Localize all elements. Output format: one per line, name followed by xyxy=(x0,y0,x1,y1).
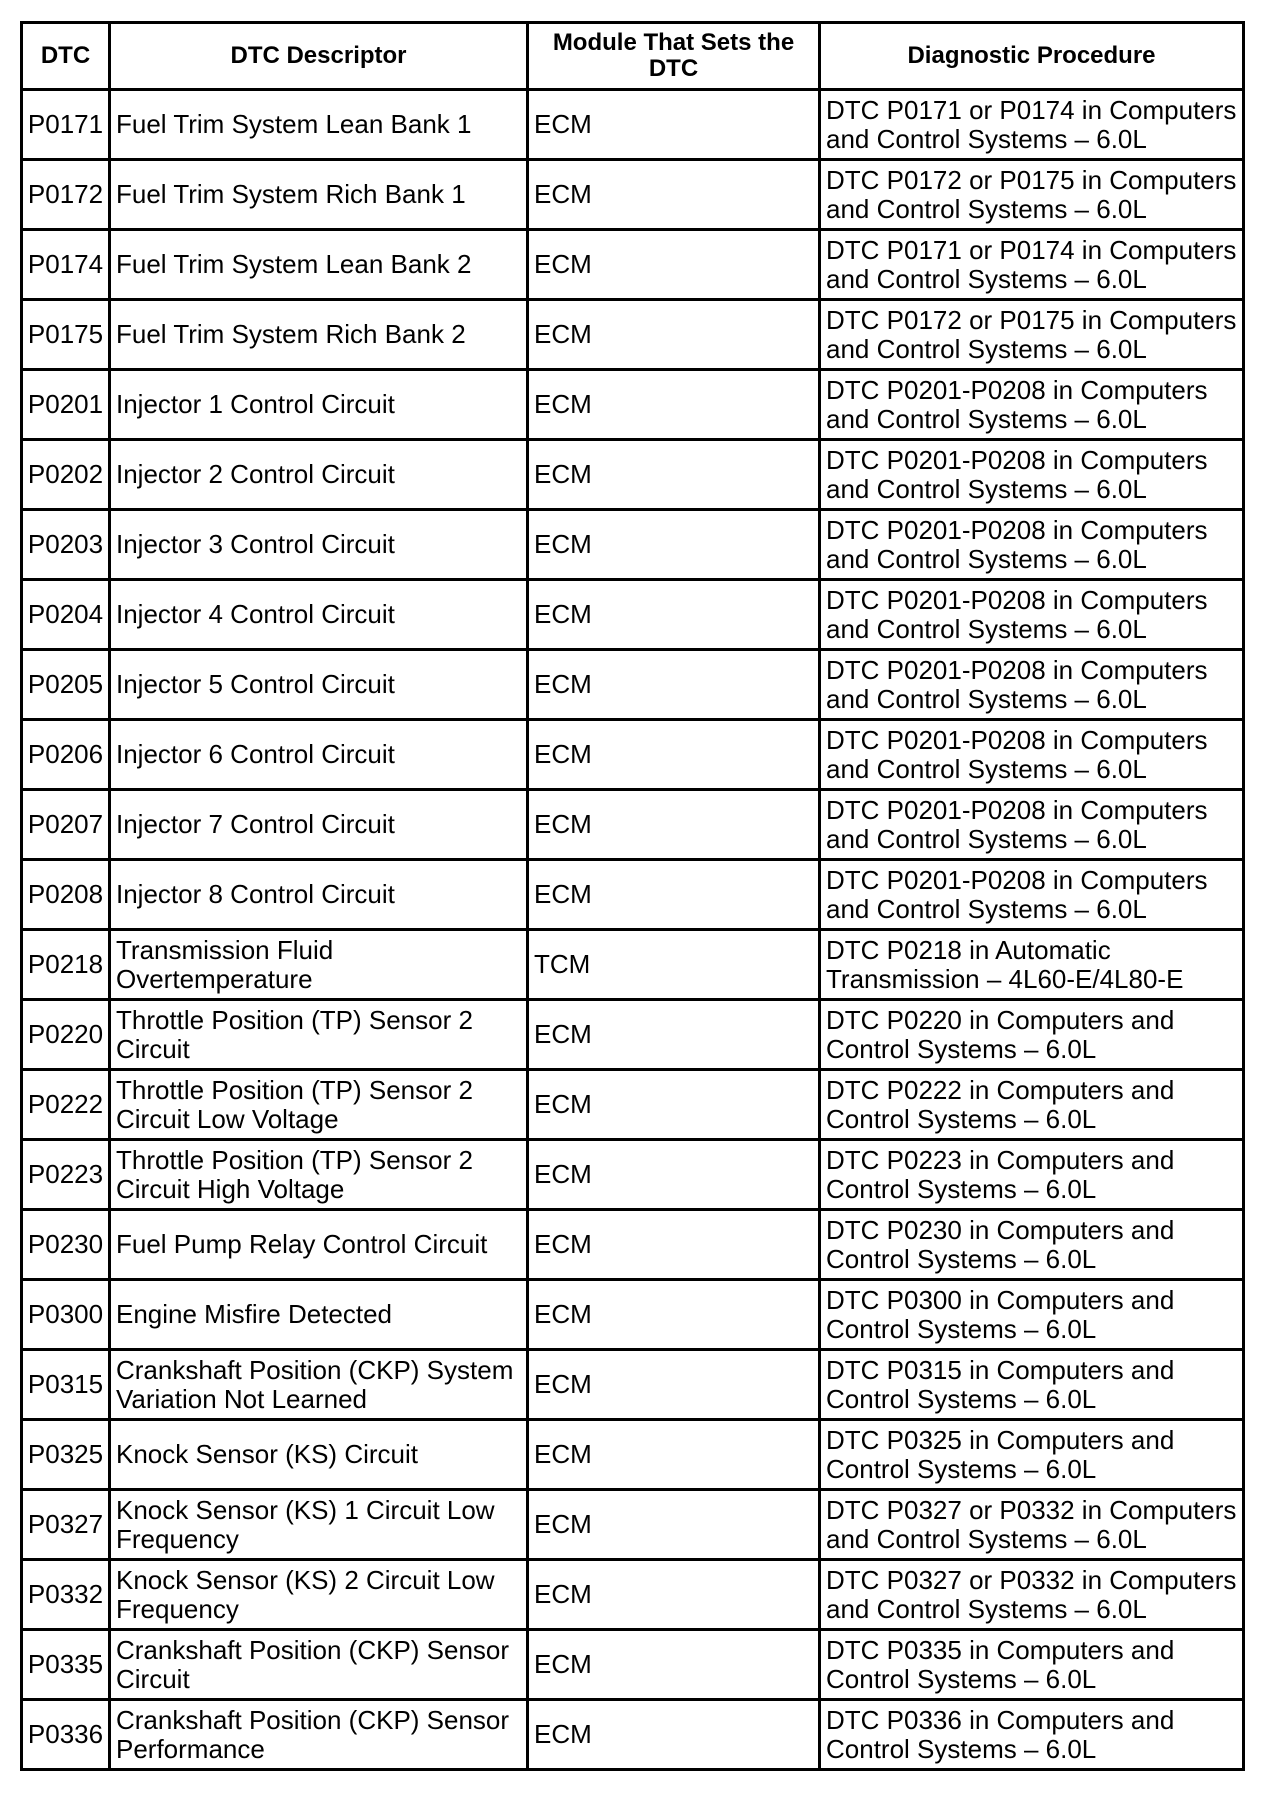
module-cell: ECM xyxy=(528,440,820,510)
diagnostic-procedure-cell: DTC P0201-P0208 in Computers and Control Systems – 6.0L xyxy=(820,440,1244,510)
dtc-code-cell: P0332 xyxy=(22,1560,110,1630)
module-cell: ECM xyxy=(528,300,820,370)
dtc-code-cell: P0327 xyxy=(22,1490,110,1560)
dtc-code-cell: P0336 xyxy=(22,1700,110,1770)
diagnostic-procedure-cell: DTC P0325 in Computers and Control Systems – 6.0L xyxy=(820,1420,1244,1490)
dtc-descriptor-cell: Injector 6 Control Circuit xyxy=(110,720,528,790)
table-row xyxy=(22,300,1244,370)
diagnostic-procedure-cell: DTC P0171 or P0174 in Computers and Control Systems – 6.0L xyxy=(820,230,1244,300)
dtc-code-cell: P0325 xyxy=(22,1420,110,1490)
diagnostic-procedure-cell: DTC P0201-P0208 in Computers and Control Systems – 6.0L xyxy=(820,510,1244,580)
diagnostic-procedure-cell: DTC P0315 in Computers and Control Systems – 6.0L xyxy=(820,1350,1244,1420)
dtc-code-cell: P0218 xyxy=(22,930,110,1000)
dtc-code-cell: P0222 xyxy=(22,1070,110,1140)
module-cell: TCM xyxy=(528,930,820,1000)
module-cell: ECM xyxy=(528,860,820,930)
table-row xyxy=(22,720,1244,790)
table-row xyxy=(22,1210,1244,1280)
module-cell: ECM xyxy=(528,160,820,230)
header-dtc-descriptor: DTC Descriptor xyxy=(110,23,528,90)
module-cell: ECM xyxy=(528,1000,820,1070)
dtc-code-cell: P0223 xyxy=(22,1140,110,1210)
dtc-code-cell: P0203 xyxy=(22,510,110,580)
module-cell: ECM xyxy=(528,510,820,580)
module-cell: ECM xyxy=(528,1140,820,1210)
dtc-code-cell: P0174 xyxy=(22,230,110,300)
dtc-descriptor-cell: Fuel Trim System Lean Bank 2 xyxy=(110,230,528,300)
dtc-descriptor-cell: Crankshaft Position (CKP) Sensor Circuit xyxy=(110,1630,528,1700)
dtc-code-cell: P0300 xyxy=(22,1280,110,1350)
table-row xyxy=(22,440,1244,510)
diagnostic-procedure-cell: DTC P0201-P0208 in Computers and Control Systems – 6.0L xyxy=(820,790,1244,860)
diagnostic-procedure-cell: DTC P0201-P0208 in Computers and Control Systems – 6.0L xyxy=(820,860,1244,930)
module-cell: ECM xyxy=(528,1280,820,1350)
table-row xyxy=(22,1280,1244,1350)
diagnostic-procedure-cell: DTC P0335 in Computers and Control Systems – 6.0L xyxy=(820,1630,1244,1700)
diagnostic-procedure-cell: DTC P0336 in Computers and Control Systems – 6.0L xyxy=(820,1700,1244,1770)
dtc-code-cell: P0204 xyxy=(22,580,110,650)
table-row xyxy=(22,930,1244,1000)
diagnostic-procedure-cell: DTC P0327 or P0332 in Computers and Control Systems – 6.0L xyxy=(820,1490,1244,1560)
dtc-code-cell: P0220 xyxy=(22,1000,110,1070)
diagnostic-procedure-cell: DTC P0300 in Computers and Control Systems – 6.0L xyxy=(820,1280,1244,1350)
dtc-descriptor-cell: Crankshaft Position (CKP) Sensor Performance xyxy=(110,1700,528,1770)
dtc-descriptor-cell: Fuel Trim System Rich Bank 1 xyxy=(110,160,528,230)
table-row xyxy=(22,860,1244,930)
table-row xyxy=(22,1560,1244,1630)
dtc-descriptor-cell: Injector 7 Control Circuit xyxy=(110,790,528,860)
dtc-descriptor-cell: Injector 2 Control Circuit xyxy=(110,440,528,510)
diagnostic-procedure-cell: DTC P0201-P0208 in Computers and Control Systems – 6.0L xyxy=(820,720,1244,790)
diagnostic-procedure-cell: DTC P0201-P0208 in Computers and Control Systems – 6.0L xyxy=(820,370,1244,440)
table-header-row xyxy=(22,23,1244,90)
diagnostic-procedure-cell: DTC P0172 or P0175 in Computers and Control Systems – 6.0L xyxy=(820,160,1244,230)
table-row xyxy=(22,1420,1244,1490)
table-row xyxy=(22,1350,1244,1420)
dtc-code-cell: P0205 xyxy=(22,650,110,720)
table-row xyxy=(22,1000,1244,1070)
diagnostic-procedure-cell: DTC P0171 or P0174 in Computers and Control Systems – 6.0L xyxy=(820,90,1244,160)
table-row xyxy=(22,580,1244,650)
module-cell: ECM xyxy=(528,1070,820,1140)
module-cell: ECM xyxy=(528,1420,820,1490)
module-cell: ECM xyxy=(528,90,820,160)
dtc-descriptor-cell: Fuel Pump Relay Control Circuit xyxy=(110,1210,528,1280)
diagnostic-procedure-cell: DTC P0201-P0208 in Computers and Control Systems – 6.0L xyxy=(820,650,1244,720)
dtc-descriptor-cell: Fuel Trim System Lean Bank 1 xyxy=(110,90,528,160)
dtc-code-cell: P0171 xyxy=(22,90,110,160)
dtc-code-cell: P0172 xyxy=(22,160,110,230)
dtc-descriptor-cell: Injector 3 Control Circuit xyxy=(110,510,528,580)
dtc-descriptor-cell: Knock Sensor (KS) Circuit xyxy=(110,1420,528,1490)
module-cell: ECM xyxy=(528,650,820,720)
diagnostic-procedure-cell: DTC P0172 or P0175 in Computers and Control Systems – 6.0L xyxy=(820,300,1244,370)
diagnostic-procedure-cell: DTC P0223 in Computers and Control Systems – 6.0L xyxy=(820,1140,1244,1210)
dtc-code-cell: P0207 xyxy=(22,790,110,860)
dtc-table xyxy=(20,21,1245,1771)
table-row xyxy=(22,790,1244,860)
table-row xyxy=(22,1490,1244,1560)
dtc-code-cell: P0175 xyxy=(22,300,110,370)
module-cell: ECM xyxy=(528,1490,820,1560)
dtc-descriptor-cell: Crankshaft Position (CKP) System Variation Not Learned xyxy=(110,1350,528,1420)
table-row xyxy=(22,1700,1244,1770)
diagnostic-procedure-cell: DTC P0220 in Computers and Control Systems – 6.0L xyxy=(820,1000,1244,1070)
diagnostic-procedure-cell: DTC P0230 in Computers and Control Systems – 6.0L xyxy=(820,1210,1244,1280)
header-diagnostic-procedure: Diagnostic Procedure xyxy=(820,23,1244,90)
table-row xyxy=(22,510,1244,580)
table-body xyxy=(22,90,1244,1770)
dtc-code-cell: P0202 xyxy=(22,440,110,510)
table-row xyxy=(22,650,1244,720)
table-row xyxy=(22,370,1244,440)
module-cell: ECM xyxy=(528,1700,820,1770)
diagnostic-procedure-cell: DTC P0218 in Automatic Transmission – 4L60-E/4L80-E xyxy=(820,930,1244,1000)
table-row xyxy=(22,230,1244,300)
diagnostic-procedure-cell: DTC P0222 in Computers and Control Systems – 6.0L xyxy=(820,1070,1244,1140)
dtc-descriptor-cell: Knock Sensor (KS) 2 Circuit Low Frequency xyxy=(110,1560,528,1630)
diagnostic-procedure-cell: DTC P0327 or P0332 in Computers and Control Systems – 6.0L xyxy=(820,1560,1244,1630)
dtc-code-cell: P0335 xyxy=(22,1630,110,1700)
module-cell: ECM xyxy=(528,230,820,300)
table-row xyxy=(22,1070,1244,1140)
module-cell: ECM xyxy=(528,790,820,860)
table-row xyxy=(22,1140,1244,1210)
module-cell: ECM xyxy=(528,720,820,790)
dtc-descriptor-cell: Transmission Fluid Overtemperature xyxy=(110,930,528,1000)
dtc-code-cell: P0208 xyxy=(22,860,110,930)
dtc-descriptor-cell: Throttle Position (TP) Sensor 2 Circuit Low Voltage xyxy=(110,1070,528,1140)
module-cell: ECM xyxy=(528,1560,820,1630)
module-cell: ECM xyxy=(528,580,820,650)
header-module: Module That Sets the DTC xyxy=(528,23,820,90)
dtc-code-cell: P0230 xyxy=(22,1210,110,1280)
diagnostic-procedure-cell: DTC P0201-P0208 in Computers and Control Systems – 6.0L xyxy=(820,580,1244,650)
dtc-descriptor-cell: Throttle Position (TP) Sensor 2 Circuit xyxy=(110,1000,528,1070)
table-row xyxy=(22,160,1244,230)
table-row xyxy=(22,90,1244,160)
dtc-code-cell: P0206 xyxy=(22,720,110,790)
dtc-descriptor-cell: Fuel Trim System Rich Bank 2 xyxy=(110,300,528,370)
dtc-code-cell: P0201 xyxy=(22,370,110,440)
dtc-descriptor-cell: Engine Misfire Detected xyxy=(110,1280,528,1350)
module-cell: ECM xyxy=(528,1350,820,1420)
dtc-descriptor-cell: Injector 5 Control Circuit xyxy=(110,650,528,720)
header-dtc: DTC xyxy=(22,23,110,90)
table-row xyxy=(22,1630,1244,1700)
dtc-descriptor-cell: Injector 1 Control Circuit xyxy=(110,370,528,440)
dtc-descriptor-cell: Throttle Position (TP) Sensor 2 Circuit High Voltage xyxy=(110,1140,528,1210)
module-cell: ECM xyxy=(528,1630,820,1700)
module-cell: ECM xyxy=(528,370,820,440)
dtc-code-cell: P0315 xyxy=(22,1350,110,1420)
dtc-descriptor-cell: Injector 4 Control Circuit xyxy=(110,580,528,650)
module-cell: ECM xyxy=(528,1210,820,1280)
dtc-descriptor-cell: Knock Sensor (KS) 1 Circuit Low Frequency xyxy=(110,1490,528,1560)
dtc-descriptor-cell: Injector 8 Control Circuit xyxy=(110,860,528,930)
